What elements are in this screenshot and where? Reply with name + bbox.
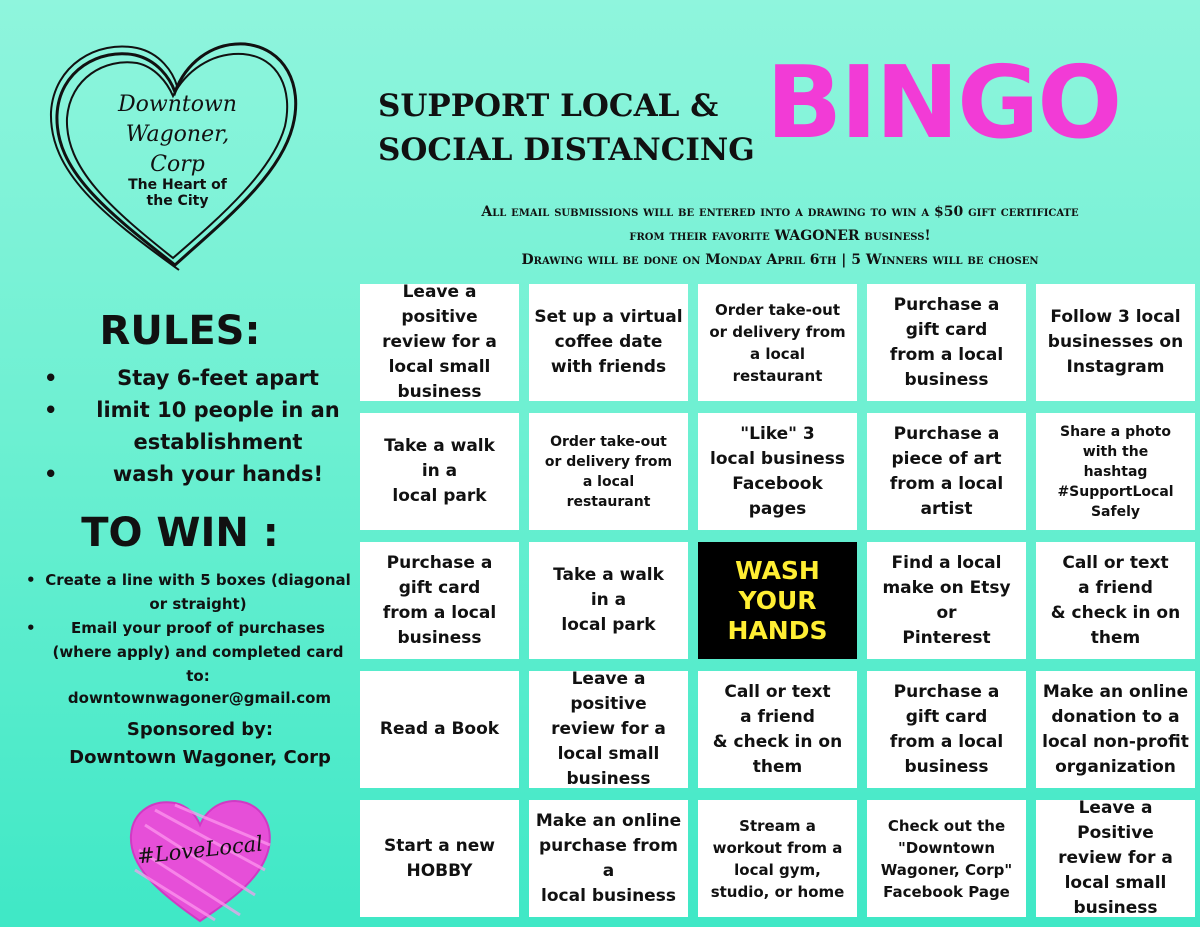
bingo-square[interactable]: Leave a positive review for a local small business [360, 284, 519, 401]
logo-tagline [105, 177, 250, 209]
bingo-square[interactable]: Order take-out or delivery from a local restaurant [529, 413, 688, 530]
title-line1: SUPPORT LOCAL & [378, 88, 719, 124]
rule-item [30, 362, 350, 394]
bingo-square[interactable]: Take a walk in a local park [529, 542, 688, 659]
bingo-square[interactable]: Set up a virtual coffee date with friends [529, 284, 688, 401]
win-text: Email your proof of purchases (where apply) and completed card to: [52, 619, 344, 685]
rule-text: wash your hands! [112, 462, 324, 486]
sponsor-name: Downtown Wagoner, Corp [69, 747, 331, 768]
free-space[interactable]: WASH YOUR HANDS [698, 542, 857, 659]
bingo-square[interactable]: Purchase a gift card from a local business [360, 542, 519, 659]
rule-text: Stay 6-feet apart [117, 366, 319, 390]
bingo-square[interactable]: Purchase a gift card from a local business [867, 284, 1026, 401]
win-text: Create a line with 5 boxes (diagonal or straight) [45, 571, 351, 613]
contact-email[interactable]: downtownwagoner@gmail.com [67, 689, 332, 707]
rules-heading: RULES: [99, 308, 261, 354]
logo-name-line1: Downtown [118, 92, 237, 117]
bingo-square[interactable]: Leave a Positive review for a local small business [1036, 800, 1195, 917]
bingo-card [360, 284, 1193, 918]
bullet-icon: • [44, 398, 58, 422]
bingo-square[interactable]: Start a new HOBBY [360, 800, 519, 917]
bullet-icon: • [26, 619, 36, 637]
bingo-square[interactable]: Make an online donation to a local non-profit organization [1036, 671, 1195, 788]
rule-item [30, 394, 350, 458]
sponsor [60, 716, 340, 772]
rule-text: limit 10 people in an establishment [96, 398, 340, 454]
bingo-square[interactable]: Check out the "Downtown Wagoner, Corp" Facebook Page [867, 800, 1026, 917]
bingo-square[interactable]: Follow 3 local businesses on Instagram [1036, 284, 1195, 401]
bingo-square[interactable]: Purchase a gift card from a local business [867, 671, 1026, 788]
bingo-square[interactable]: Find a local make on Etsy or Pinterest [867, 542, 1026, 659]
to-win-list [22, 568, 352, 688]
to-win-heading: TO WIN : [81, 510, 279, 556]
logo-tagline-line2: the City [146, 193, 209, 209]
bingo-square[interactable]: "Like" 3 local business Facebook pages [698, 413, 857, 530]
rule-item [30, 458, 350, 490]
sponsor-label: Sponsored by: [126, 719, 274, 740]
notice-line2: from their favorite WAGONER business! [629, 228, 931, 244]
bullet-icon: • [44, 462, 58, 486]
bingo-square[interactable]: Stream a workout from a local gym, studio, or home [698, 800, 857, 917]
logo-name-line2: Wagoner, Corp [125, 122, 230, 177]
bullet-icon: • [44, 366, 58, 390]
win-item [22, 616, 352, 688]
love-local-badge [125, 795, 275, 925]
bingo-square[interactable]: Purchase a piece of art from a local artist [867, 413, 1026, 530]
notice-line1: All email submissions will be entered into a drawing to win a $50 gift certificate [481, 204, 1079, 220]
title-line2: SOCIAL DISTANCING [378, 132, 755, 168]
notice-line3: Drawing will be done on Monday April 6th | 5 Winners will be chosen [521, 252, 1039, 268]
logo-tagline-line1: The Heart of [128, 177, 227, 193]
bingo-square[interactable]: Leave a positive review for a local small business [529, 671, 688, 788]
bingo-square[interactable]: Order take-out or delivery from a local restaurant [698, 284, 857, 401]
bingo-square[interactable]: Share a photo with the hashtag #SupportLocal Safely [1036, 413, 1195, 530]
bingo-square[interactable]: Take a walk in a local park [360, 413, 519, 530]
rules-list [30, 362, 350, 490]
bingo-square[interactable]: Read a Book [360, 671, 519, 788]
logo [45, 30, 305, 280]
bingo-title: BINGO [766, 44, 1121, 161]
bullet-icon: • [26, 571, 36, 589]
bingo-square[interactable]: Call or text a friend & check in on them [1036, 542, 1195, 659]
bingo-square[interactable]: Make an online purchase from a local business [529, 800, 688, 917]
win-item [22, 568, 352, 616]
logo-name [95, 90, 260, 180]
bingo-square[interactable]: Call or text a friend & check in on them [698, 671, 857, 788]
drawing-notice [360, 200, 1200, 272]
page-title [378, 84, 778, 172]
love-local-text: #LoveLocal [136, 831, 264, 869]
